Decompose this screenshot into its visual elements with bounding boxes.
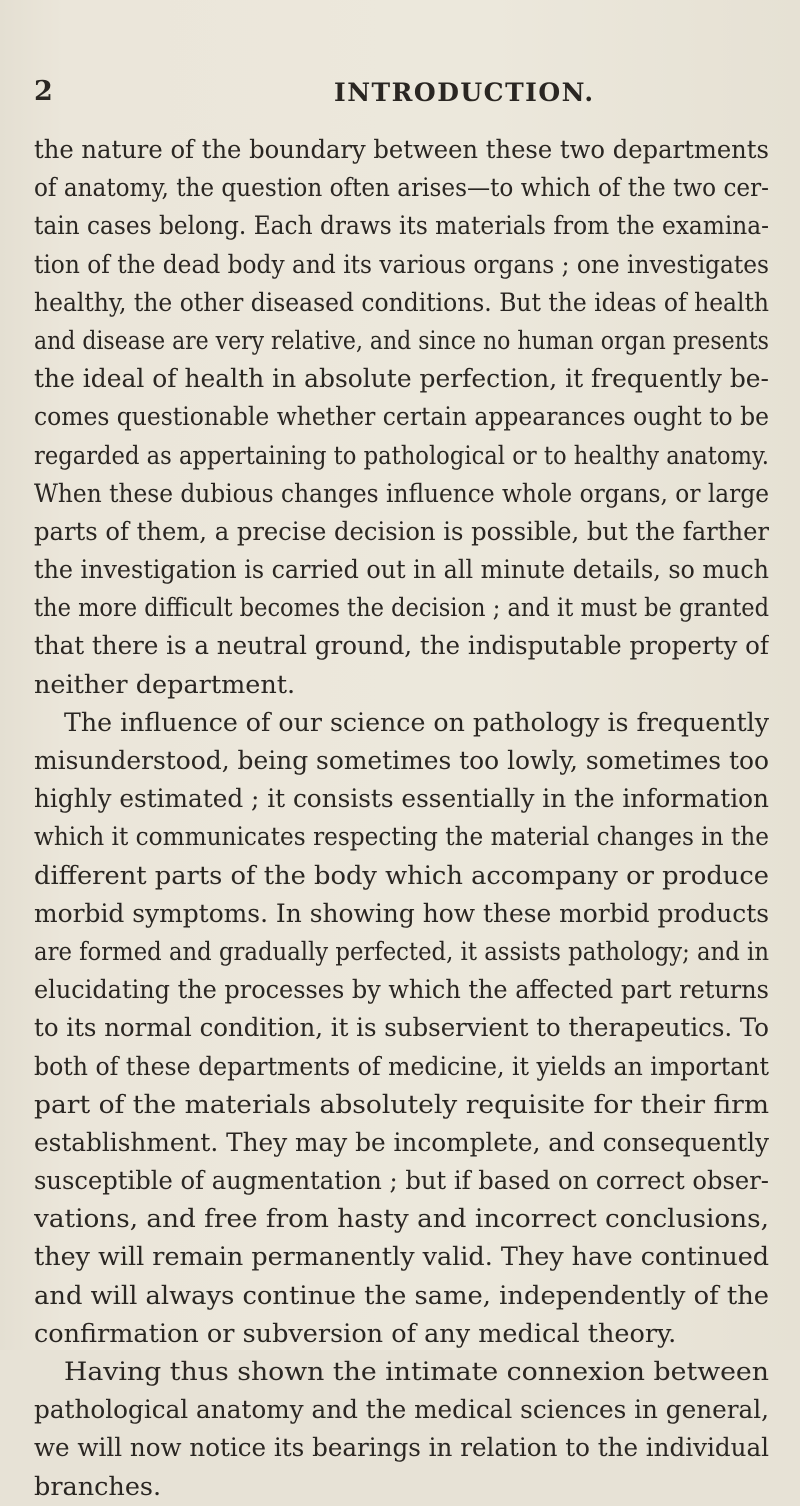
text-line: of anatomy, the question often arises—to which of the two cer- [34,173,769,204]
text-line: the investigation is carried out in all minute details, so much [34,555,769,586]
text-line: the ideal of health in absolute perfection, it frequently be- [34,364,769,395]
text-line: morbid symptoms. In showing how these morbid products [34,898,769,929]
text-line: which it communicates respecting the material changes in the [34,822,769,853]
text-line: and will always continue the same, independently of the [34,1280,769,1311]
text-line: different parts of the body which accompany or produce [34,860,769,891]
running-head-title: INTRODUCTION. [334,78,595,107]
text-line: part of the materials absolutely requisite for their firm [34,1089,769,1120]
text-line: both of these departments of medicine, it yields an important [34,1051,769,1082]
text-line: vations, and free from hasty and incorrect conclusions, [34,1204,769,1235]
text-line: tion of the dead body and its various organs ; one investigates [34,249,769,280]
text-line: they will remain permanently valid. They have continued [34,1242,769,1273]
text-line: comes questionable whether certain appearances ought to be [34,402,769,433]
text-line: that there is a neutral ground, the indisputable property of [34,631,769,662]
running-head [34,76,766,112]
text-line: Having thus shown the intimate connexion between [64,1357,769,1387]
text-line: misunderstood, being sometimes too lowly, sometimes too [34,746,769,776]
text-line: highly estimated ; it consists essentially in the information [34,784,769,815]
page-number: 2 [34,76,53,107]
text-line: The influence of our science on pathology is frequently [64,707,769,738]
text-line: neither department. [34,669,296,700]
text-line: and disease are very relative, and since no human organ presents [34,325,769,356]
text-line: we will now notice its bearings in relation to the individual [34,1433,769,1464]
text-line: the more difficult becomes the decision ; and it must be granted [34,593,769,624]
text-line: are formed and gradually perfected, it assists pathology; and in [34,936,769,967]
text-line: branches. [34,1471,162,1502]
text-line: to its normal condition, it is subservient to therapeutics. To [34,1013,769,1044]
text-line: establishment. They may be incomplete, and consequently [34,1127,769,1158]
text-line: confirmation or subversion of any medical theory. [34,1318,677,1349]
text-line: healthy, the other diseased conditions. But the ideas of health [34,287,769,318]
text-line: pathological anatomy and the medical sciences in general, [34,1395,769,1426]
text-line: susceptible of augmentation ; but if based on correct obser- [34,1166,769,1197]
text-line: tain cases belong. Each draws its materials from the examina- [34,211,769,242]
text-line: When these dubious changes influence whole organs, or large [34,478,769,509]
text-line: regarded as appertaining to pathological or to healthy anatomy. [34,440,769,471]
text-line: the nature of the boundary between these two departments [34,135,769,165]
text-line: parts of them, a precise decision is possible, but the farther [34,516,769,547]
text-line: elucidating the processes by which the affected part returns [34,975,769,1006]
body-text [34,131,769,1506]
